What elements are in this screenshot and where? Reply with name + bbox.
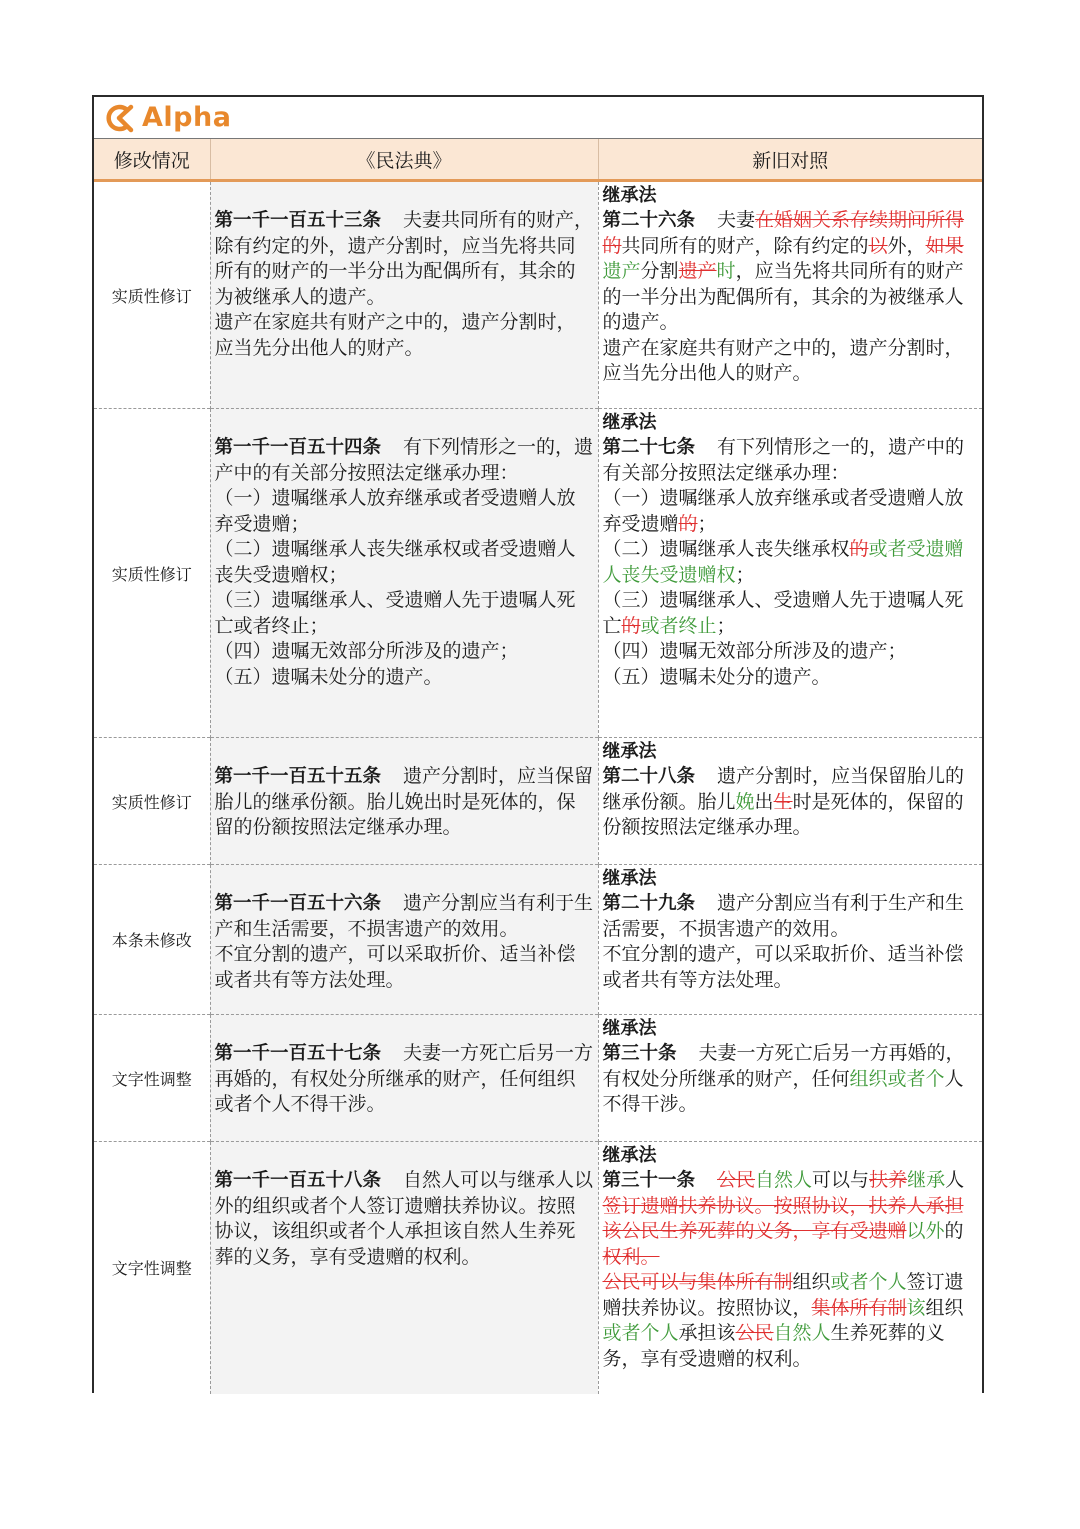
code-text: 遗产分割时，应当保留胎儿的继承份额。胎儿娩出时是死体的，保留的份额按照法定继承办理。 bbox=[214, 765, 594, 838]
old-article-number: 第二十七条 bbox=[602, 437, 696, 458]
comparison-paragraph bbox=[603, 1041, 979, 1118]
unchanged-text: 人 bbox=[945, 1169, 965, 1191]
old-law-name: 继承法 bbox=[602, 1018, 657, 1039]
deleted-text: 权利。 bbox=[602, 1245, 660, 1268]
table-row bbox=[94, 1015, 982, 1142]
civil-code-cell bbox=[210, 738, 598, 865]
code-paragraph bbox=[215, 639, 594, 665]
code-paragraph bbox=[215, 764, 594, 841]
unchanged-text: （一）遗嘱继承人放弃继承或者受遗赠人放弃受遗赠 bbox=[602, 487, 964, 535]
added-text: 以外 bbox=[906, 1220, 945, 1242]
deleted-text: 集体所有制 bbox=[811, 1296, 907, 1319]
comparison-paragraph bbox=[603, 537, 979, 588]
added-text: 或者个人 bbox=[830, 1271, 907, 1293]
comparison-paragraph bbox=[603, 588, 979, 639]
deleted-text: 遗产 bbox=[678, 260, 717, 282]
table-row bbox=[94, 181, 982, 409]
code-article-number: 第一千一百五十四条 bbox=[214, 437, 382, 458]
code-paragraph bbox=[215, 537, 594, 588]
civil-code-cell bbox=[210, 865, 598, 1015]
unchanged-text: 有下列情形之一的，遗产中的有关部分按照法定继承办理： bbox=[602, 436, 965, 484]
unchanged-text: 组织 bbox=[925, 1296, 964, 1319]
old-article-number: 第二十八条 bbox=[602, 766, 696, 787]
unchanged-text: 遗产在家庭共有财产之中的，遗产分割时，应当先分出他人的财产。 bbox=[602, 336, 964, 384]
added-text: 该 bbox=[906, 1296, 926, 1319]
brand-name: Alpha bbox=[142, 102, 232, 133]
civil-code-cell bbox=[210, 1015, 598, 1142]
unchanged-text: 共同所有的财产，除有约定的 bbox=[621, 234, 869, 257]
deleted-text: 生 bbox=[773, 790, 793, 813]
deleted-text: 公民 bbox=[717, 1169, 756, 1191]
added-text: 或者终止 bbox=[640, 614, 717, 637]
old-law-name: 继承法 bbox=[602, 412, 657, 433]
unchanged-text: 夫妻一方死亡后另一方再婚的，有权处分所继承的财产，任何 bbox=[602, 1042, 965, 1090]
unchanged-text: （三）遗嘱继承人、受遗赠人先于遗嘱人死亡 bbox=[602, 589, 964, 637]
deleted-text: 公民 bbox=[735, 1322, 774, 1344]
comparison-paragraph bbox=[603, 942, 979, 993]
code-paragraph bbox=[215, 310, 594, 361]
unchanged-text: 承担该 bbox=[678, 1322, 736, 1344]
code-text: 遗产分割应当有利于生产和生活需要，不损害遗产的效用。 bbox=[214, 892, 594, 940]
unchanged-text: 遗产分割应当有利于生产和生活需要，不损害遗产的效用。 bbox=[602, 892, 965, 940]
deleted-text: 的 bbox=[678, 512, 698, 535]
added-text: 继承 bbox=[907, 1169, 946, 1191]
old-article-number: 第三十一条 bbox=[602, 1170, 696, 1191]
alpha-logo-icon bbox=[102, 103, 134, 133]
unchanged-text: 的 bbox=[944, 1220, 964, 1242]
code-paragraph bbox=[215, 942, 594, 993]
code-paragraph bbox=[215, 1041, 594, 1118]
unchanged-text: 时是死体的，保留的份额按照法定继承办理。 bbox=[602, 790, 964, 838]
code-paragraph bbox=[215, 665, 594, 691]
comparison-paragraph bbox=[603, 208, 979, 336]
comparison-cell bbox=[598, 1142, 982, 1394]
added-text: 或者受遗赠人丧失受遗赠权 bbox=[602, 538, 964, 586]
comparison-paragraph bbox=[603, 1270, 979, 1372]
comparison-paragraph bbox=[603, 1168, 979, 1270]
unchanged-text: 人不得干涉。 bbox=[602, 1067, 964, 1115]
code-text: 不宜分割的遗产，可以采取折价、适当补偿或者共有等方法处理。 bbox=[214, 943, 576, 991]
table-row bbox=[94, 1142, 982, 1394]
old-article-number: 第三十条 bbox=[602, 1043, 677, 1064]
deleted-text: 如果 bbox=[925, 234, 964, 257]
deleted-text: 以 bbox=[868, 234, 888, 257]
status-cell: 实质性修订 bbox=[94, 409, 210, 738]
old-law-name: 继承法 bbox=[602, 741, 657, 762]
comparison-cell bbox=[598, 181, 982, 409]
unchanged-text: 可以与 bbox=[812, 1169, 870, 1191]
status-cell: 本条未修改 bbox=[94, 865, 210, 1015]
added-text: 自然人 bbox=[773, 1322, 831, 1344]
added-text: 遗产 bbox=[602, 260, 641, 282]
code-text: 有下列情形之一的，遗产中的有关部分按照法定继承办理： bbox=[214, 436, 594, 484]
code-text: （二）遗嘱继承人丧失继承权或者受遗赠人丧失受遗赠权； bbox=[214, 538, 576, 586]
code-text: 夫妻一方死亡后另一方再婚的，有权处分所继承的财产，任何组织或者个人不得干涉。 bbox=[214, 1042, 594, 1115]
unchanged-text: 不宜分割的遗产，可以采取折价、适当补偿或者共有等方法处理。 bbox=[602, 943, 964, 991]
civil-code-cell bbox=[210, 1142, 598, 1394]
unchanged-text: ，应当先将共同所有的财产的一半分出为配偶所有，其余的为被继承人的遗产。 bbox=[602, 260, 964, 333]
brand-bar bbox=[94, 97, 982, 139]
code-article-number: 第一千一百五十五条 bbox=[214, 766, 382, 787]
unchanged-text: 分割 bbox=[640, 260, 679, 282]
status-cell: 实质性修订 bbox=[94, 738, 210, 865]
code-paragraph bbox=[215, 435, 594, 486]
unchanged-text: 遗产分割时，应当保留胎儿的继承份额。胎儿 bbox=[602, 765, 965, 813]
code-paragraph bbox=[215, 1168, 594, 1270]
code-text: 遗产在家庭共有财产之中的，遗产分割时，应当先分出他人的财产。 bbox=[214, 311, 576, 359]
deleted-text: 签订遗赠扶养协议。按照协议，扶养人承担该公民生养死葬的义务，享有受遗赠 bbox=[602, 1194, 964, 1242]
unchanged-text: ； bbox=[716, 614, 736, 637]
comparison-paragraph bbox=[603, 665, 979, 691]
code-text: 夫妻共同所有的财产，除有约定的外，遗产分割时，应当先将共同所有的财产的一半分出为配偶所有，其余的为被继承人的遗产。 bbox=[214, 209, 594, 308]
status-cell: 实质性修订 bbox=[94, 181, 210, 409]
added-text: 或者个人 bbox=[602, 1322, 679, 1344]
comparison-cell bbox=[598, 1015, 982, 1142]
comparison-table bbox=[94, 139, 982, 1394]
code-text: （一）遗嘱继承人放弃继承或者受遗赠人放弃受遗赠； bbox=[214, 487, 576, 535]
added-text: 时 bbox=[716, 260, 736, 282]
code-text: （五）遗嘱未处分的遗产。 bbox=[214, 665, 443, 688]
table-row bbox=[94, 865, 982, 1015]
code-paragraph bbox=[215, 588, 594, 639]
unchanged-text: ； bbox=[697, 512, 717, 535]
unchanged-text: 夫妻 bbox=[717, 209, 756, 231]
old-law-name: 继承法 bbox=[602, 1145, 657, 1166]
code-paragraph bbox=[215, 891, 594, 942]
deleted-text: 扶养 bbox=[869, 1169, 908, 1191]
table-body bbox=[94, 181, 982, 1394]
unchanged-text: （五）遗嘱未处分的遗产。 bbox=[602, 665, 831, 688]
unchanged-text: ； bbox=[735, 563, 755, 586]
status-cell: 文字性调整 bbox=[94, 1015, 210, 1142]
deleted-text: 的 bbox=[621, 614, 641, 637]
header-civil-code: 《民法典》 bbox=[210, 139, 598, 181]
old-law-name: 继承法 bbox=[602, 185, 657, 206]
old-law-name: 继承法 bbox=[602, 868, 657, 889]
unchanged-text: （四）遗嘱无效部分所涉及的遗产； bbox=[602, 640, 907, 662]
code-article-number: 第一千一百五十七条 bbox=[214, 1043, 382, 1064]
header-status: 修改情况 bbox=[94, 139, 210, 181]
unchanged-text: 生养死葬的义务，享有受遗赠的权利。 bbox=[602, 1322, 945, 1370]
old-article-number: 第二十六条 bbox=[602, 210, 696, 231]
code-text: （四）遗嘱无效部分所涉及的遗产； bbox=[214, 640, 519, 662]
comparison-paragraph bbox=[603, 891, 979, 942]
unchanged-text: 外， bbox=[887, 234, 926, 257]
comparison-cell bbox=[598, 738, 982, 865]
code-article-number: 第一千一百五十六条 bbox=[214, 893, 382, 914]
old-article-number: 第二十九条 bbox=[602, 893, 696, 914]
table-row bbox=[94, 738, 982, 865]
comparison-paragraph bbox=[603, 336, 979, 387]
status-cell: 文字性调整 bbox=[94, 1142, 210, 1394]
header-comparison: 新旧对照 bbox=[598, 139, 982, 181]
header-row bbox=[94, 139, 982, 181]
civil-code-cell bbox=[210, 409, 598, 738]
unchanged-text: 组织 bbox=[792, 1271, 831, 1293]
code-article-number: 第一千一百五十八条 bbox=[214, 1170, 382, 1191]
deleted-text: 公民可以与集体所有制 bbox=[602, 1271, 793, 1293]
code-text: 自然人可以与继承人以外的组织或者个人签订遗赠扶养协议。按照协议，该组织或者个人承担该自然人生养死葬的义务，享有受遗赠的权利。 bbox=[214, 1169, 594, 1268]
comparison-cell bbox=[598, 409, 982, 738]
unchanged-text: 签订遗赠扶养协议。按照协议， bbox=[602, 1271, 964, 1319]
comparison-paragraph bbox=[603, 486, 979, 537]
unchanged-text: （二）遗嘱继承人丧失继承权 bbox=[602, 538, 850, 560]
code-article-number: 第一千一百五十三条 bbox=[214, 210, 382, 231]
document-frame bbox=[92, 95, 984, 1393]
comparison-cell bbox=[598, 865, 982, 1015]
comparison-paragraph bbox=[603, 639, 979, 665]
deleted-text: 在婚姻关系存续期间所得的 bbox=[602, 209, 965, 257]
comparison-paragraph bbox=[603, 435, 979, 486]
added-text: 娩 bbox=[735, 790, 755, 813]
deleted-text: 的 bbox=[849, 538, 869, 560]
added-text: 自然人 bbox=[755, 1169, 813, 1191]
added-text: 组织或者个 bbox=[849, 1067, 945, 1090]
unchanged-text: 出 bbox=[754, 790, 774, 813]
code-paragraph bbox=[215, 208, 594, 310]
comparison-paragraph bbox=[603, 764, 979, 841]
civil-code-cell bbox=[210, 181, 598, 409]
table-row bbox=[94, 409, 982, 738]
code-text: （三）遗嘱继承人、受遗赠人先于遗嘱人死亡或者终止； bbox=[214, 589, 576, 637]
code-paragraph bbox=[215, 486, 594, 537]
